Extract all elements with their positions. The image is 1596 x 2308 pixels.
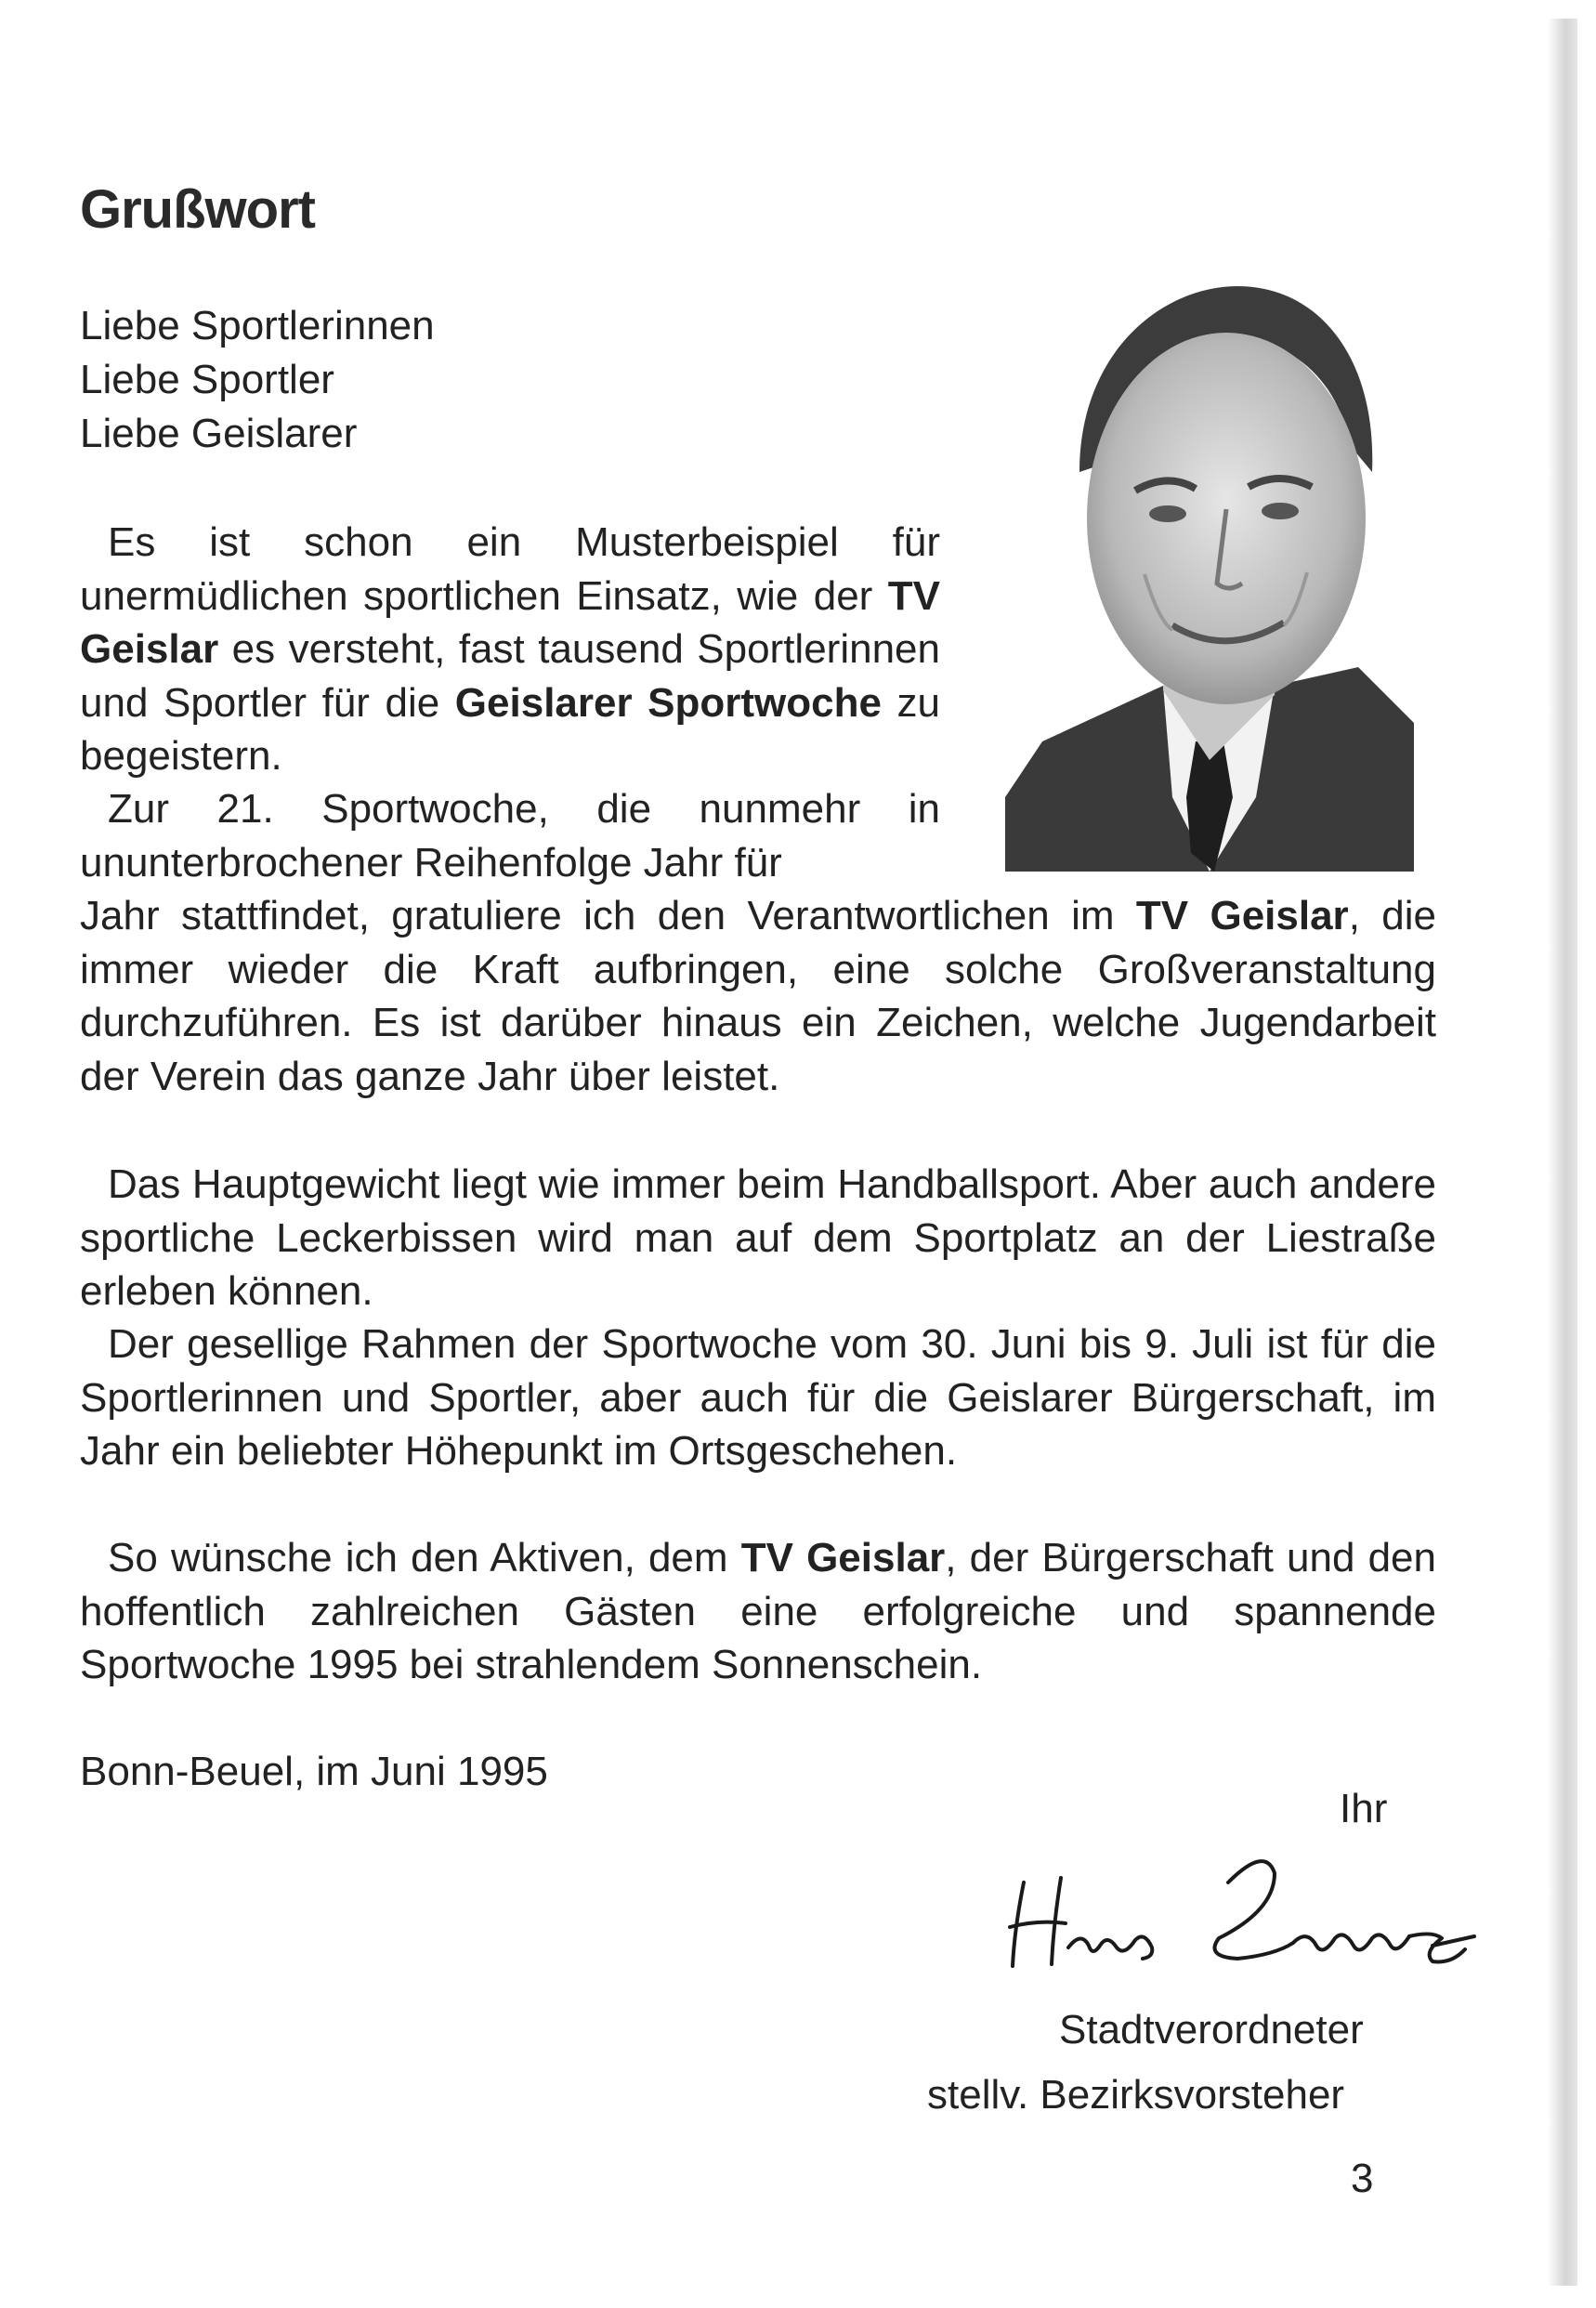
paragraph-4: Der gesellige Rahmen der Sportwoche vom 30. Juni bis 9. Juli ist für die Sportlerinnen und Sportler, aber auch für die Geislarer Bürgerschaft, im Jahr ein beliebter Höhepunkt im Ortsgeschehen. [80, 1321, 1436, 1474]
club-name-bold: TV Geislar [80, 572, 940, 672]
club-name-bold: TV Geislar [1135, 893, 1349, 938]
paragraph-2-start [80, 782, 940, 889]
page-title: Grußwort [80, 179, 315, 240]
portrait-photo-icon [1005, 277, 1414, 872]
handwritten-signature [996, 1845, 1479, 1985]
club-name-bold: TV Geislar [740, 1535, 946, 1580]
paragraph-text: , der Bürgerschaft und den hoffentlich zahlreichen Gästen eine erfolgreiche und spannende Sportwoche 1995 bei strahlendem Sonnenschein. [80, 1535, 1436, 1687]
signature-icon [996, 1845, 1479, 1985]
paragraph-5 [80, 1531, 1436, 1692]
closing-word: Ihr [1340, 1786, 1388, 1831]
role-line-1: Stadtverordneter [1059, 2007, 1364, 2052]
place-date: Bonn-Beuel, im Juni 1995 [80, 1749, 548, 1794]
paragraph-text: Zur 21. Sportwoche, die nunmehr in ununterbrochener Reihenfolge Jahr für [80, 786, 940, 885]
paragraph-text: es versteht, fast tausend Sportlerinnen und Sportler für die [80, 626, 940, 726]
salutation-line: Liebe Geislarer [80, 411, 358, 456]
paragraph-2-continued [80, 889, 1436, 1103]
salutation-line: Liebe Sportlerinnen [80, 303, 435, 348]
paragraph-text: zu begeistern. [80, 679, 940, 779]
page-number: 3 [1351, 2156, 1374, 2201]
paragraph-3: Das Hauptgewicht liegt wie immer beim Handballsport. Aber auch andere sportliche Leckerbissen wird man auf dem Sportplatz an der Liestraße erleben können. [80, 1161, 1436, 1314]
paragraph-text: Jahr stattfindet, gratuliere ich den Verantwortlichen im [80, 893, 1136, 938]
paragraph-1 [80, 516, 940, 783]
paragraph-text: So wünsche ich den Aktiven, dem [108, 1535, 741, 1580]
paragraph-text: , die immer wieder die Kraft aufbringen, eine solche Großveranstaltung durchzuführen. Es ist darüber hinaus ein Zeichen, welche Jugendarbeit der Verein das ganze Jahr über leistet. [80, 893, 1436, 1099]
salutation-line: Liebe Sportler [80, 357, 334, 402]
paragraph-text: Es ist schon ein Musterbeispiel für unermüdlichen sportlichen Einsatz, wie der [80, 519, 940, 619]
portrait-photo [1005, 277, 1414, 872]
salutation-block [80, 299, 435, 461]
event-name-bold: Geislarer Sportwoche [454, 679, 882, 726]
role-line-2: stellv. Bezirksvorsteher [927, 2072, 1345, 2118]
